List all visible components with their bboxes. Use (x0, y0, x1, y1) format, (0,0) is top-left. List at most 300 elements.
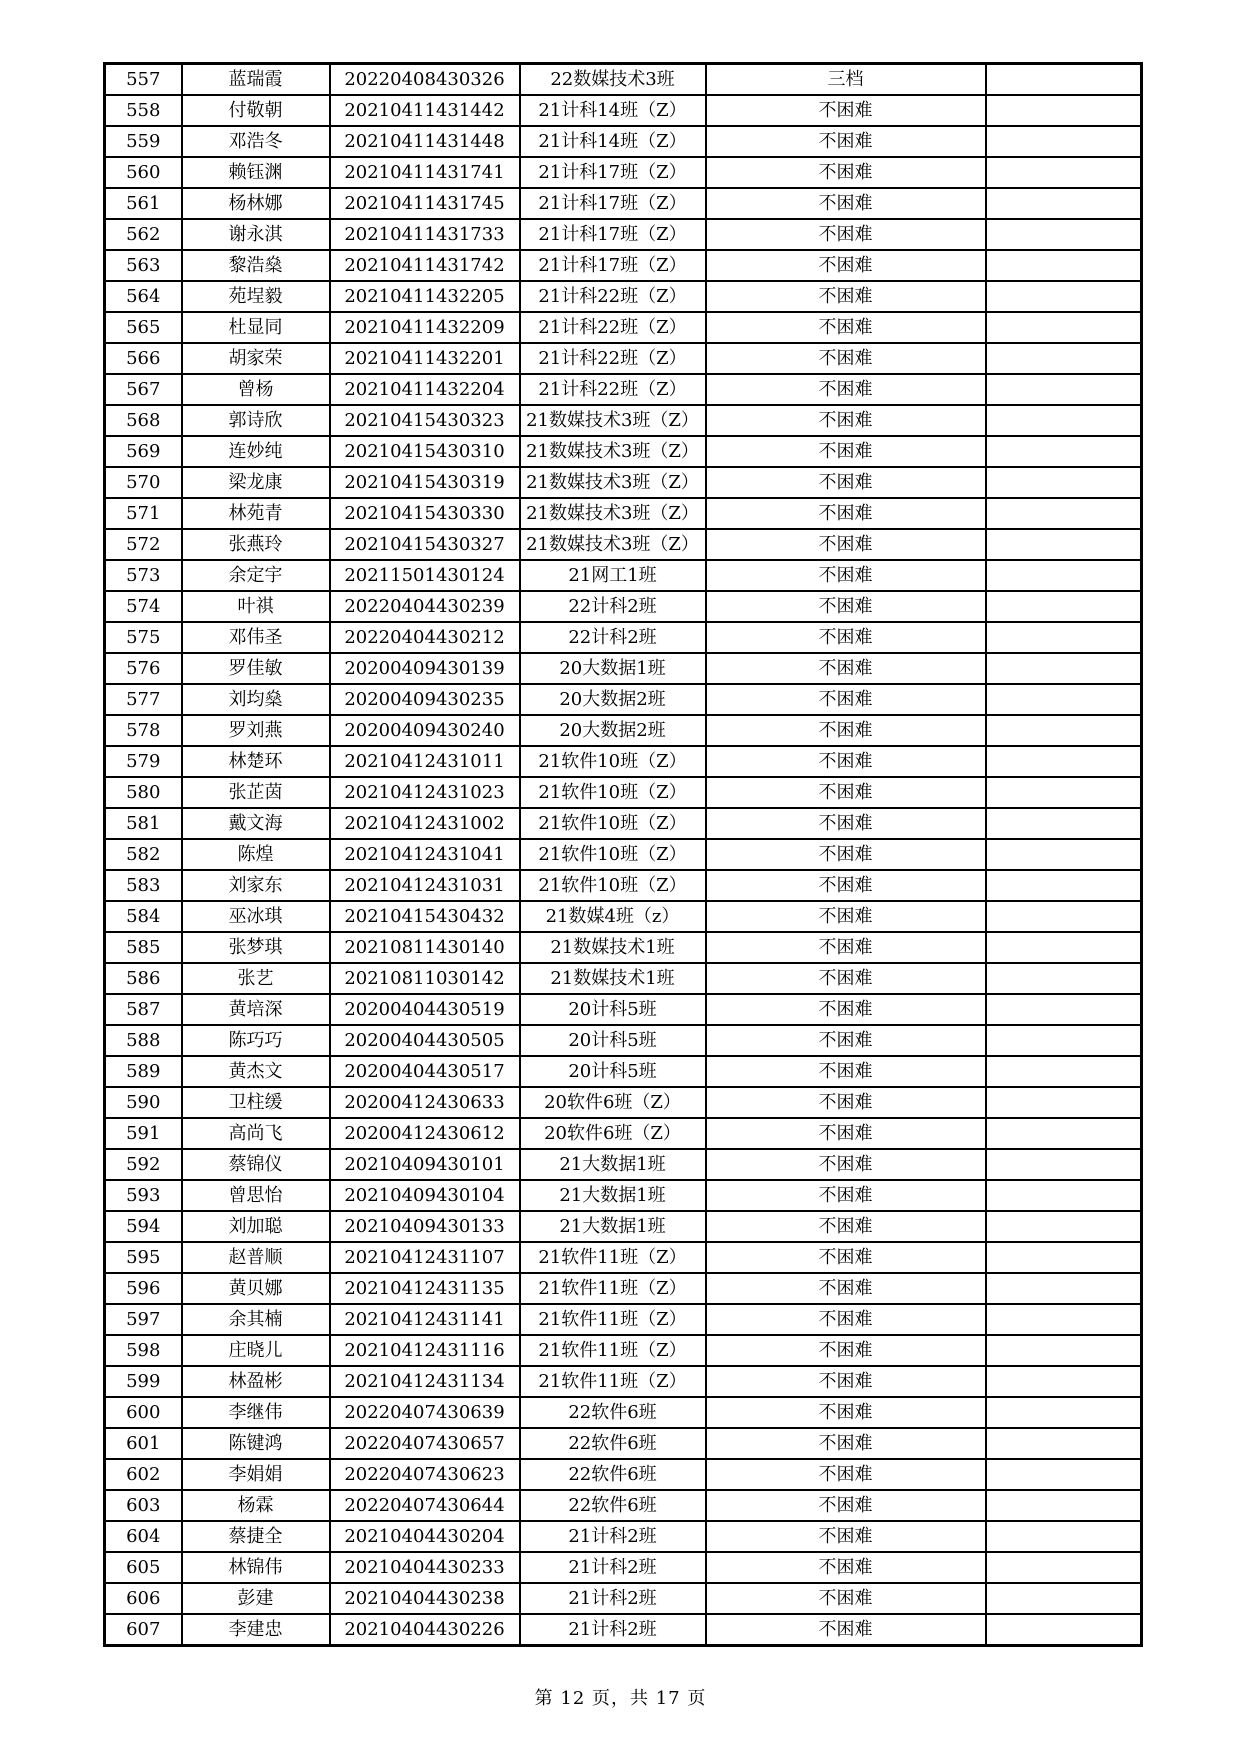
note-cell (986, 963, 1142, 994)
row-number-cell: 583 (105, 870, 182, 901)
student-name-cell: 梁龙康 (182, 467, 330, 498)
difficulty-status-cell: 不困难 (706, 95, 986, 126)
student-id-cell: 20210415430327 (330, 529, 520, 560)
student-id-cell: 20210411431733 (330, 219, 520, 250)
student-id-cell: 20210411432201 (330, 343, 520, 374)
student-name-cell: 余其楠 (182, 1304, 330, 1335)
table-row (105, 1614, 1142, 1646)
table-row (105, 1304, 1142, 1335)
student-name-cell: 黄贝娜 (182, 1273, 330, 1304)
table-row (105, 932, 1142, 963)
row-number-cell: 573 (105, 560, 182, 591)
note-cell (986, 1521, 1142, 1552)
student-id-cell: 20210811430140 (330, 932, 520, 963)
student-name-cell: 张芷茵 (182, 777, 330, 808)
student-name-cell: 赖钰渊 (182, 157, 330, 188)
note-cell (986, 1583, 1142, 1614)
note-cell (986, 1180, 1142, 1211)
note-cell (986, 591, 1142, 622)
note-cell (986, 746, 1142, 777)
class-name-cell: 21计科2班 (520, 1614, 706, 1646)
row-number-cell: 575 (105, 622, 182, 653)
student-id-cell: 20210412431134 (330, 1366, 520, 1397)
table-row (105, 219, 1142, 250)
class-name-cell: 22计科2班 (520, 591, 706, 622)
note-cell (986, 467, 1142, 498)
row-number-cell: 590 (105, 1087, 182, 1118)
row-number-cell: 560 (105, 157, 182, 188)
row-number-cell: 576 (105, 653, 182, 684)
student-id-cell: 20220404430212 (330, 622, 520, 653)
difficulty-status-cell: 不困难 (706, 1335, 986, 1366)
row-number-cell: 580 (105, 777, 182, 808)
row-number-cell: 567 (105, 374, 182, 405)
student-name-cell: 余定宇 (182, 560, 330, 591)
student-id-cell: 20210415430319 (330, 467, 520, 498)
row-number-cell: 606 (105, 1583, 182, 1614)
student-name-cell: 黎浩燊 (182, 250, 330, 281)
student-name-cell: 郭诗欣 (182, 405, 330, 436)
student-id-cell: 20200409430235 (330, 684, 520, 715)
student-name-cell: 戴文海 (182, 808, 330, 839)
note-cell (986, 622, 1142, 653)
class-name-cell: 21计科22班（Z） (520, 281, 706, 312)
note-cell (986, 343, 1142, 374)
student-name-cell: 付敬朝 (182, 95, 330, 126)
class-name-cell: 20软件6班（Z） (520, 1087, 706, 1118)
class-name-cell: 20大数据1班 (520, 653, 706, 684)
difficulty-status-cell: 不困难 (706, 1397, 986, 1428)
student-id-cell: 20210415430432 (330, 901, 520, 932)
row-number-cell: 579 (105, 746, 182, 777)
row-number-cell: 597 (105, 1304, 182, 1335)
table-row (105, 1118, 1142, 1149)
note-cell (986, 126, 1142, 157)
difficulty-status-cell: 不困难 (706, 219, 986, 250)
student-id-cell: 20210411431442 (330, 95, 520, 126)
table-row (105, 95, 1142, 126)
row-number-cell: 600 (105, 1397, 182, 1428)
table-row (105, 1149, 1142, 1180)
student-id-cell: 20220407430639 (330, 1397, 520, 1428)
class-name-cell: 21数媒技术3班（Z） (520, 467, 706, 498)
student-id-cell: 20210412431041 (330, 839, 520, 870)
student-name-cell: 杜显同 (182, 312, 330, 343)
student-id-cell: 20220407430657 (330, 1428, 520, 1459)
note-cell (986, 560, 1142, 591)
note-cell (986, 1149, 1142, 1180)
table-row (105, 1056, 1142, 1087)
class-name-cell: 21数媒技术1班 (520, 932, 706, 963)
student-name-cell: 陈煌 (182, 839, 330, 870)
difficulty-status-cell: 不困难 (706, 1056, 986, 1087)
student-name-cell: 杨林娜 (182, 188, 330, 219)
student-id-cell: 20210411432205 (330, 281, 520, 312)
class-name-cell: 22计科2班 (520, 622, 706, 653)
student-name-cell: 罗刘燕 (182, 715, 330, 746)
student-name-cell: 叶祺 (182, 591, 330, 622)
student-id-cell: 20200409430139 (330, 653, 520, 684)
table-row (105, 870, 1142, 901)
class-name-cell: 21软件10班（Z） (520, 777, 706, 808)
table-row (105, 1428, 1142, 1459)
table-row (105, 684, 1142, 715)
row-number-cell: 604 (105, 1521, 182, 1552)
row-number-cell: 570 (105, 467, 182, 498)
row-number-cell: 589 (105, 1056, 182, 1087)
difficulty-status-cell: 不困难 (706, 560, 986, 591)
class-name-cell: 22数媒技术3班 (520, 64, 706, 96)
class-name-cell: 21软件11班（Z） (520, 1273, 706, 1304)
difficulty-status-cell: 不困难 (706, 1490, 986, 1521)
note-cell (986, 870, 1142, 901)
student-name-cell: 林苑青 (182, 498, 330, 529)
student-id-cell: 20220408430326 (330, 64, 520, 96)
row-number-cell: 602 (105, 1459, 182, 1490)
difficulty-status-cell: 不困难 (706, 498, 986, 529)
difficulty-status-cell: 不困难 (706, 157, 986, 188)
table-row (105, 529, 1142, 560)
student-id-cell: 20210412431135 (330, 1273, 520, 1304)
difficulty-status-cell: 不困难 (706, 1087, 986, 1118)
class-name-cell: 21大数据1班 (520, 1211, 706, 1242)
student-id-cell: 20200412430633 (330, 1087, 520, 1118)
student-name-cell: 陈巧巧 (182, 1025, 330, 1056)
class-name-cell: 22软件6班 (520, 1397, 706, 1428)
class-name-cell: 20计科5班 (520, 1025, 706, 1056)
note-cell (986, 1087, 1142, 1118)
table-row (105, 808, 1142, 839)
class-name-cell: 21软件11班（Z） (520, 1242, 706, 1273)
note-cell (986, 95, 1142, 126)
student-id-cell: 20210404430238 (330, 1583, 520, 1614)
note-cell (986, 839, 1142, 870)
student-id-cell: 20210412431002 (330, 808, 520, 839)
note-cell (986, 281, 1142, 312)
note-cell (986, 715, 1142, 746)
table-row (105, 343, 1142, 374)
class-name-cell: 20大数据2班 (520, 684, 706, 715)
table-row (105, 1459, 1142, 1490)
student-name-cell: 胡家荣 (182, 343, 330, 374)
class-name-cell: 21软件11班（Z） (520, 1304, 706, 1335)
row-number-cell: 559 (105, 126, 182, 157)
student-name-cell: 赵普顺 (182, 1242, 330, 1273)
table-row (105, 1490, 1142, 1521)
class-name-cell: 20软件6班（Z） (520, 1118, 706, 1149)
table-row (105, 281, 1142, 312)
note-cell (986, 1490, 1142, 1521)
table-row (105, 1521, 1142, 1552)
note-cell (986, 901, 1142, 932)
note-cell (986, 64, 1142, 96)
student-name-cell: 黄杰文 (182, 1056, 330, 1087)
note-cell (986, 498, 1142, 529)
class-name-cell: 21网工1班 (520, 560, 706, 591)
row-number-cell: 565 (105, 312, 182, 343)
table-row (105, 1180, 1142, 1211)
table-row (105, 715, 1142, 746)
table-row (105, 994, 1142, 1025)
note-cell (986, 1211, 1142, 1242)
student-id-cell: 20210404430226 (330, 1614, 520, 1646)
table-row (105, 963, 1142, 994)
difficulty-status-cell: 不困难 (706, 1211, 986, 1242)
difficulty-status-cell: 不困难 (706, 467, 986, 498)
student-name-cell: 蔡锦仪 (182, 1149, 330, 1180)
student-name-cell: 蔡捷全 (182, 1521, 330, 1552)
student-name-cell: 卫柱缓 (182, 1087, 330, 1118)
note-cell (986, 374, 1142, 405)
difficulty-status-cell: 不困难 (706, 777, 986, 808)
note-cell (986, 684, 1142, 715)
note-cell (986, 188, 1142, 219)
table-row (105, 560, 1142, 591)
difficulty-status-cell: 不困难 (706, 1614, 986, 1646)
note-cell (986, 1025, 1142, 1056)
student-id-cell: 20210411431745 (330, 188, 520, 219)
row-number-cell: 584 (105, 901, 182, 932)
student-id-cell: 20210409430104 (330, 1180, 520, 1211)
class-name-cell: 21计科2班 (520, 1552, 706, 1583)
student-id-cell: 20200409430240 (330, 715, 520, 746)
student-id-cell: 20210415430310 (330, 436, 520, 467)
table-row (105, 1583, 1142, 1614)
class-name-cell: 21计科17班（Z） (520, 157, 706, 188)
student-name-cell: 彭建 (182, 1583, 330, 1614)
table-row (105, 1025, 1142, 1056)
class-name-cell: 22软件6班 (520, 1459, 706, 1490)
class-name-cell: 21计科17班（Z） (520, 219, 706, 250)
row-number-cell: 591 (105, 1118, 182, 1149)
student-id-cell: 20210409430133 (330, 1211, 520, 1242)
student-name-cell: 李继伟 (182, 1397, 330, 1428)
difficulty-status-cell: 不困难 (706, 1242, 986, 1273)
note-cell (986, 250, 1142, 281)
class-name-cell: 21大数据1班 (520, 1180, 706, 1211)
row-number-cell: 558 (105, 95, 182, 126)
difficulty-status-cell: 不困难 (706, 1459, 986, 1490)
student-id-cell: 20200404430519 (330, 994, 520, 1025)
student-name-cell: 张梦琪 (182, 932, 330, 963)
difficulty-status-cell: 不困难 (706, 870, 986, 901)
class-name-cell: 21计科17班（Z） (520, 188, 706, 219)
difficulty-status-cell: 不困难 (706, 312, 986, 343)
row-number-cell: 599 (105, 1366, 182, 1397)
table-row (105, 126, 1142, 157)
note-cell (986, 1459, 1142, 1490)
table-row (105, 1211, 1142, 1242)
student-name-cell: 张燕玲 (182, 529, 330, 560)
student-name-cell: 谢永淇 (182, 219, 330, 250)
note-cell (986, 653, 1142, 684)
note-cell (986, 1242, 1142, 1273)
class-name-cell: 21计科14班（Z） (520, 126, 706, 157)
row-number-cell: 594 (105, 1211, 182, 1242)
table-row (105, 374, 1142, 405)
class-name-cell: 21计科22班（Z） (520, 343, 706, 374)
student-name-cell: 张艺 (182, 963, 330, 994)
student-name-cell: 陈键鸿 (182, 1428, 330, 1459)
row-number-cell: 578 (105, 715, 182, 746)
difficulty-status-cell: 不困难 (706, 622, 986, 653)
class-name-cell: 21软件11班（Z） (520, 1335, 706, 1366)
class-name-cell: 21计科17班（Z） (520, 250, 706, 281)
student-id-cell: 20210412431116 (330, 1335, 520, 1366)
class-name-cell: 21软件10班（Z） (520, 870, 706, 901)
note-cell (986, 1428, 1142, 1459)
difficulty-status-cell: 不困难 (706, 1025, 986, 1056)
class-name-cell: 21大数据1班 (520, 1149, 706, 1180)
student-name-cell: 刘均燊 (182, 684, 330, 715)
class-name-cell: 21数媒技术1班 (520, 963, 706, 994)
student-id-cell: 20220407430644 (330, 1490, 520, 1521)
row-number-cell: 585 (105, 932, 182, 963)
note-cell (986, 1335, 1142, 1366)
note-cell (986, 1366, 1142, 1397)
difficulty-status-cell: 不困难 (706, 281, 986, 312)
table-row (105, 157, 1142, 188)
student-id-cell: 20211501430124 (330, 560, 520, 591)
row-number-cell: 595 (105, 1242, 182, 1273)
difficulty-status-cell: 不困难 (706, 126, 986, 157)
difficulty-status-cell: 不困难 (706, 684, 986, 715)
note-cell (986, 994, 1142, 1025)
student-name-cell: 林楚环 (182, 746, 330, 777)
difficulty-status-cell: 三档 (706, 64, 986, 96)
student-id-cell: 20210412431107 (330, 1242, 520, 1273)
student-roster-table (103, 62, 1143, 1647)
student-name-cell: 刘家东 (182, 870, 330, 901)
class-name-cell: 21数媒技术3班（Z） (520, 529, 706, 560)
row-number-cell: 588 (105, 1025, 182, 1056)
table-row (105, 622, 1142, 653)
student-name-cell: 李娟娟 (182, 1459, 330, 1490)
student-name-cell: 曾思怡 (182, 1180, 330, 1211)
note-cell (986, 1056, 1142, 1087)
student-name-cell: 邓伟圣 (182, 622, 330, 653)
table-row (105, 64, 1142, 96)
row-number-cell: 561 (105, 188, 182, 219)
student-id-cell: 20210412431023 (330, 777, 520, 808)
class-name-cell: 21计科2班 (520, 1583, 706, 1614)
note-cell (986, 808, 1142, 839)
student-name-cell: 杨霖 (182, 1490, 330, 1521)
student-name-cell: 罗佳敏 (182, 653, 330, 684)
table-row (105, 1273, 1142, 1304)
table-row (105, 312, 1142, 343)
difficulty-status-cell: 不困难 (706, 901, 986, 932)
student-id-cell: 20210404430204 (330, 1521, 520, 1552)
note-cell (986, 157, 1142, 188)
table-row (105, 746, 1142, 777)
note-cell (986, 405, 1142, 436)
difficulty-status-cell: 不困难 (706, 1583, 986, 1614)
student-id-cell: 20210411432204 (330, 374, 520, 405)
note-cell (986, 1552, 1142, 1583)
student-id-cell: 20210409430101 (330, 1149, 520, 1180)
note-cell (986, 312, 1142, 343)
table-row (105, 653, 1142, 684)
difficulty-status-cell: 不困难 (706, 1273, 986, 1304)
student-name-cell: 邓浩冬 (182, 126, 330, 157)
table-row (105, 1087, 1142, 1118)
student-id-cell: 20210411432209 (330, 312, 520, 343)
student-id-cell: 20220407430623 (330, 1459, 520, 1490)
student-id-cell: 20210415430330 (330, 498, 520, 529)
student-id-cell: 20200404430517 (330, 1056, 520, 1087)
difficulty-status-cell: 不困难 (706, 932, 986, 963)
difficulty-status-cell: 不困难 (706, 529, 986, 560)
row-number-cell: 557 (105, 64, 182, 96)
difficulty-status-cell: 不困难 (706, 839, 986, 870)
row-number-cell: 564 (105, 281, 182, 312)
student-id-cell: 20210412431141 (330, 1304, 520, 1335)
student-id-cell: 20210415430323 (330, 405, 520, 436)
difficulty-status-cell: 不困难 (706, 994, 986, 1025)
difficulty-status-cell: 不困难 (706, 1428, 986, 1459)
note-cell (986, 1614, 1142, 1646)
student-name-cell: 李建忠 (182, 1614, 330, 1646)
class-name-cell: 21数媒4班（z） (520, 901, 706, 932)
row-number-cell: 587 (105, 994, 182, 1025)
note-cell (986, 529, 1142, 560)
student-id-cell: 20220404430239 (330, 591, 520, 622)
class-name-cell: 21计科22班（Z） (520, 312, 706, 343)
student-name-cell: 刘加聪 (182, 1211, 330, 1242)
note-cell (986, 777, 1142, 808)
note-cell (986, 1304, 1142, 1335)
student-name-cell: 黄培深 (182, 994, 330, 1025)
class-name-cell: 21计科14班（Z） (520, 95, 706, 126)
difficulty-status-cell: 不困难 (706, 963, 986, 994)
row-number-cell: 593 (105, 1180, 182, 1211)
table-row (105, 839, 1142, 870)
note-cell (986, 1397, 1142, 1428)
table-row (105, 591, 1142, 622)
table-row (105, 436, 1142, 467)
student-name-cell: 苑埕毅 (182, 281, 330, 312)
table-row (105, 1397, 1142, 1428)
table-row (105, 1242, 1142, 1273)
student-id-cell: 20210412431031 (330, 870, 520, 901)
row-number-cell: 577 (105, 684, 182, 715)
student-name-cell: 林盈彬 (182, 1366, 330, 1397)
row-number-cell: 574 (105, 591, 182, 622)
row-number-cell: 598 (105, 1335, 182, 1366)
row-number-cell: 566 (105, 343, 182, 374)
row-number-cell: 605 (105, 1552, 182, 1583)
student-name-cell: 高尚飞 (182, 1118, 330, 1149)
class-name-cell: 21计科2班 (520, 1521, 706, 1552)
difficulty-status-cell: 不困难 (706, 1304, 986, 1335)
class-name-cell: 21软件10班（Z） (520, 839, 706, 870)
class-name-cell: 22软件6班 (520, 1428, 706, 1459)
row-number-cell: 586 (105, 963, 182, 994)
student-id-cell: 20200404430505 (330, 1025, 520, 1056)
note-cell (986, 1118, 1142, 1149)
class-name-cell: 21软件11班（Z） (520, 1366, 706, 1397)
student-name-cell: 曾杨 (182, 374, 330, 405)
table-row (105, 250, 1142, 281)
difficulty-status-cell: 不困难 (706, 1552, 986, 1583)
class-name-cell: 21软件10班（Z） (520, 746, 706, 777)
class-name-cell: 21数媒技术3班（Z） (520, 405, 706, 436)
difficulty-status-cell: 不困难 (706, 1149, 986, 1180)
student-id-cell: 20210411431742 (330, 250, 520, 281)
difficulty-status-cell: 不困难 (706, 653, 986, 684)
student-id-cell: 20210404430233 (330, 1552, 520, 1583)
